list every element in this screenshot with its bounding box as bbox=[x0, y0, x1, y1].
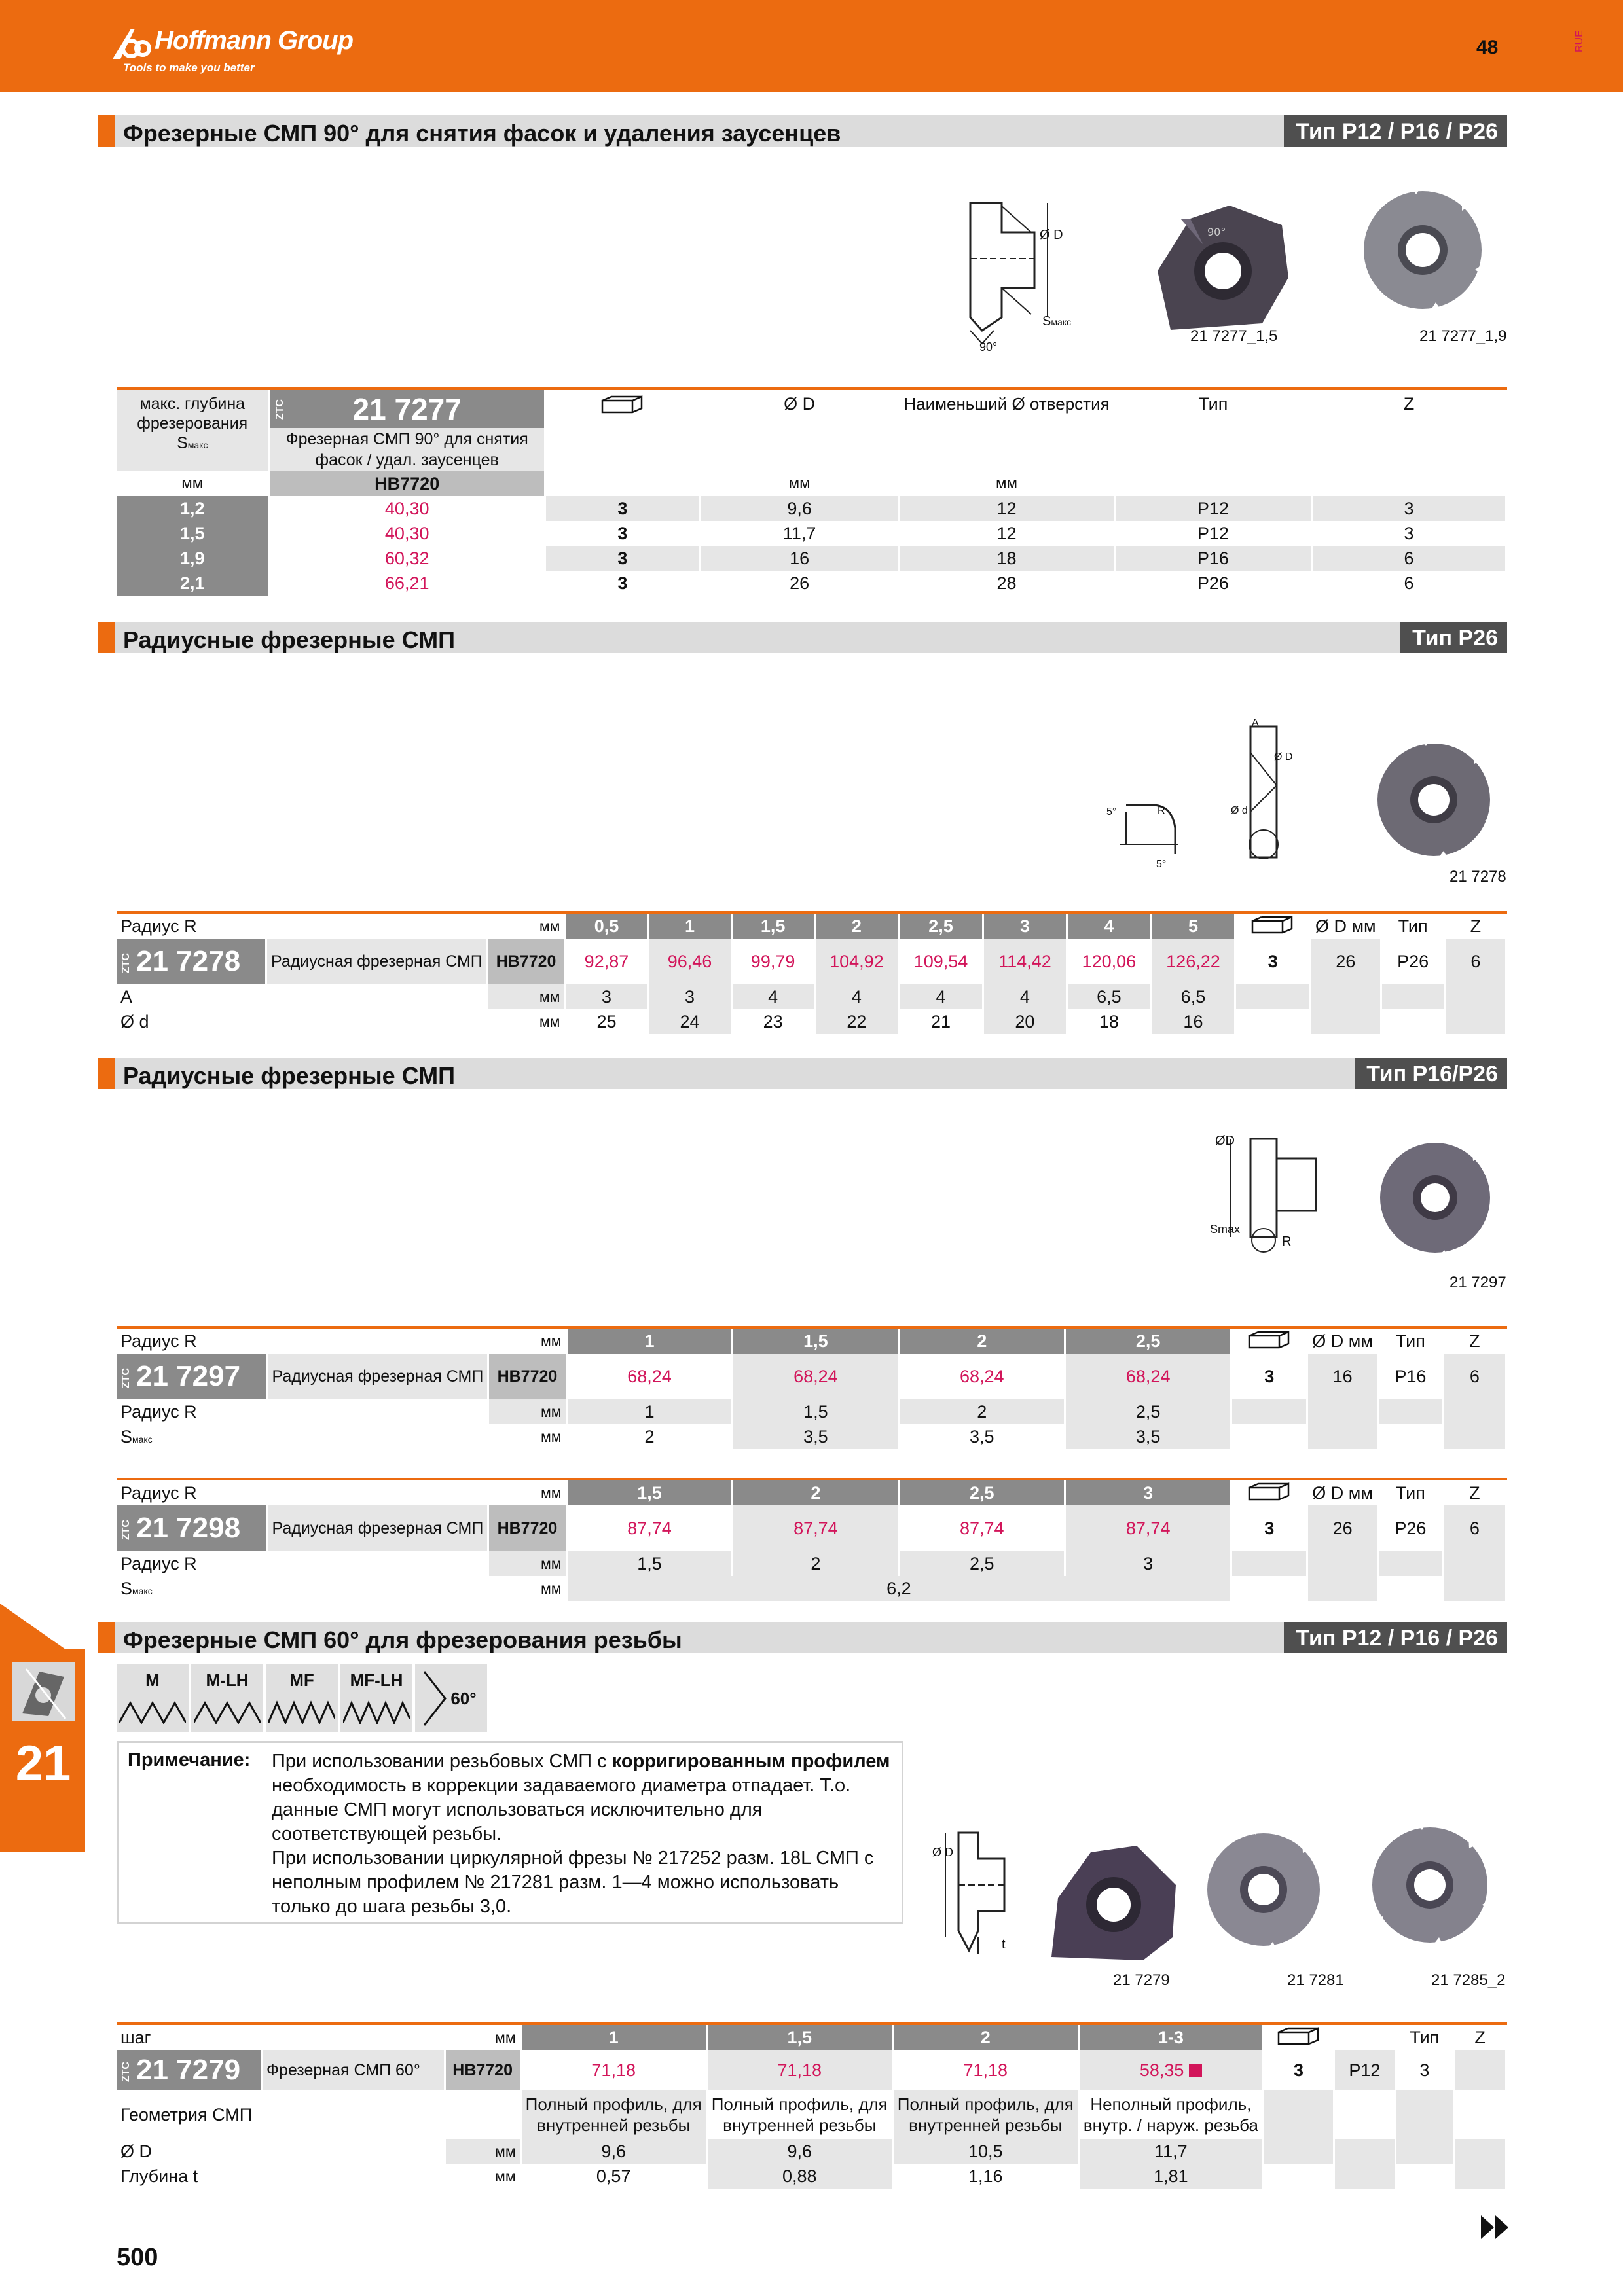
unit-mm: мм bbox=[117, 471, 269, 496]
table-row: Геометрия СМП Полный профиль, для внутренней резьбы Полный профиль, для внутренней резьбы Полный профиль, для внутренней резьбы Неполный профиль, внутр. / наруж. резьба bbox=[117, 2090, 1506, 2139]
note-label: Примечание: bbox=[128, 1749, 251, 1770]
figure-caption: 21 7297 bbox=[1450, 1274, 1506, 1291]
header-smallest-hole: Наименьший Ø отверстия bbox=[899, 389, 1114, 471]
brand-name: Hoffmann Group bbox=[155, 26, 354, 55]
figure-caption: 21 7278 bbox=[1450, 868, 1506, 886]
section-type-badge: Тип P12 / P16 / P26 bbox=[1284, 1622, 1507, 1653]
section-type-badge: Тип P12 / P16 / P26 bbox=[1284, 115, 1507, 147]
figure-caption: 21 7277_1,5 bbox=[1190, 327, 1278, 345]
radius-profile-drawing bbox=[1100, 713, 1231, 877]
article-number: ZTC 21 7277 bbox=[269, 389, 545, 428]
hoffmann-logo-icon bbox=[111, 26, 151, 63]
table-row: Радиус R мм 1 1,5 2 2,5 bbox=[117, 1399, 1506, 1424]
table-row: 1,9 60,32 3 16 18 P16 6 bbox=[117, 546, 1506, 571]
brand-logo[interactable] bbox=[111, 22, 399, 81]
dim-label-smax: Smax bbox=[1210, 1223, 1241, 1236]
svg-text:90°: 90° bbox=[1207, 226, 1226, 238]
dim-label-r: R bbox=[1158, 805, 1165, 816]
package-icon-cell bbox=[1263, 2024, 1334, 2050]
section-title: Фрезерные СМП 90° для снятия фасок и удаления заусенцев bbox=[123, 120, 841, 147]
radius-insert-image bbox=[1355, 728, 1512, 872]
table-row: Sмакс мм 2 3,5 3,5 3,5 bbox=[117, 1424, 1506, 1449]
grade-hb7720: HB7720 bbox=[488, 1505, 566, 1551]
grade-hb7720: HB7720 bbox=[269, 471, 545, 496]
dim-label-a: A bbox=[1252, 717, 1259, 728]
price-marker bbox=[1189, 2064, 1202, 2077]
next-page-icon[interactable] bbox=[1481, 2215, 1510, 2239]
table-217279: шаг мм 1 1,5 2 1-3 Тип Z ZTC 21 7279 Фрезерная СМП 60° HB7720 71,18 71,18 71,18 58,35 3 P12 3 Геометрия СМП Полный профиль, для внутренней резьбы Полный профиль, для внутренней резьбы Полный профиль, для внутренней резьбы Неполный профиль, внутр. / наруж. резьба Ø D мм 9,6 9,6 10,5 11,7 Глубина t мм 0,57 0,88 1,16 1,81 bbox=[117, 2022, 1507, 2189]
table-row: Глубина t мм 0,57 0,88 1,16 1,81 bbox=[117, 2164, 1506, 2189]
section-bar-thread bbox=[98, 1622, 1507, 1653]
radius-p16-insert-image bbox=[1357, 1126, 1514, 1270]
section-bar-chamfer bbox=[98, 115, 1507, 147]
header-z: Z bbox=[1312, 389, 1506, 471]
table-row: A мм 3 3 4 4 4 4 6,5 6,5 bbox=[117, 984, 1506, 1009]
dim-label-d: Ø D bbox=[1274, 751, 1293, 762]
thread-insert-drawing bbox=[932, 1820, 1030, 1964]
grade-hb7720: HB7720 bbox=[487, 939, 565, 984]
header-radius: Радиус R bbox=[117, 912, 487, 939]
table-217277 bbox=[117, 387, 1507, 596]
thread-symbol-m: M bbox=[117, 1664, 189, 1732]
figure-caption: 21 7277_1,9 bbox=[1419, 327, 1507, 345]
header-z: Z bbox=[1445, 912, 1506, 939]
thread-symbol-mf-lh: MF-LH bbox=[340, 1664, 412, 1732]
header-radius: Радиус R bbox=[117, 1479, 488, 1505]
header-pitch: шаг bbox=[117, 2024, 445, 2050]
header-type: Тип bbox=[1381, 912, 1445, 939]
dim-label-dd: Ø d bbox=[1231, 805, 1248, 816]
section-accent bbox=[98, 115, 115, 147]
figure-caption: 21 7281 bbox=[1287, 1971, 1344, 1989]
radius-insert-side-drawing bbox=[1231, 713, 1309, 877]
dim-label-t: t bbox=[1002, 1937, 1006, 1952]
article-description: Фрезерная СМП 90° для снятия фасок / удал. заусенцев bbox=[269, 428, 545, 471]
unit-mm: мм bbox=[899, 471, 1114, 496]
package-icon-cell bbox=[1231, 1479, 1307, 1505]
section-title: Радиусные фрезерные СМП bbox=[123, 626, 456, 653]
thread-insert-3-teeth-image bbox=[1038, 1833, 1182, 1964]
header-z: Z bbox=[1443, 1479, 1506, 1505]
figure-caption: 21 7279 bbox=[1113, 1971, 1170, 1989]
header-type: Тип bbox=[1395, 2024, 1454, 2050]
table-row: 2,1 66,21 3 26 28 P26 6 bbox=[117, 571, 1506, 596]
page-number: 500 bbox=[117, 2244, 158, 2271]
thread-insert-6-teeth-image-a bbox=[1185, 1814, 1342, 1965]
header-d: Ø D мм bbox=[1307, 1327, 1378, 1354]
header-type: Тип bbox=[1377, 1327, 1443, 1354]
section-bar-radius-p26 bbox=[98, 622, 1507, 653]
insert-6-teeth-image bbox=[1341, 171, 1504, 329]
figure-caption: 21 7285_2 bbox=[1431, 1971, 1506, 1989]
section-bar-radius-p16-p26 bbox=[98, 1058, 1507, 1089]
language-code: RUE bbox=[1574, 30, 1585, 52]
chapter-side-tab[interactable] bbox=[0, 1604, 85, 1852]
article-number: ZTC 21 7297 bbox=[117, 1354, 267, 1399]
dim-label-r: R bbox=[1282, 1234, 1292, 1249]
header-max-depth: макс. глубина фрезерования Sмакс bbox=[117, 389, 269, 471]
chamfer-insert-drawing bbox=[956, 196, 1087, 360]
section-accent bbox=[98, 622, 115, 653]
thread-insert-6-teeth-image-b bbox=[1351, 1808, 1508, 1965]
section-type-badge: Тип P26 bbox=[1400, 622, 1507, 653]
unit-mm: мм bbox=[445, 2024, 520, 2050]
dim-label-d: ØD bbox=[1215, 1134, 1235, 1148]
dim-label-s: Sмакс bbox=[1042, 314, 1072, 329]
package-icon bbox=[1250, 914, 1296, 934]
side-tab-number: 21 bbox=[15, 1736, 71, 1791]
table-row: Ø d мм 25 24 23 22 21 20 18 16 bbox=[117, 1009, 1506, 1034]
unit-mm: мм bbox=[700, 471, 898, 496]
header-type: Тип bbox=[1114, 389, 1311, 471]
header-d: Ø D мм bbox=[1307, 1479, 1378, 1505]
header-z: Z bbox=[1454, 2024, 1506, 2050]
chapter-number: 48 bbox=[1476, 37, 1499, 58]
thread-symbol-m-lh: M-LH bbox=[191, 1664, 263, 1732]
header-d: Ø D мм bbox=[1310, 912, 1381, 939]
thread-symbol-60deg: 60° bbox=[415, 1664, 487, 1732]
section-title: Фрезерные СМП 60° для фрезерования резьбы bbox=[123, 1626, 682, 1653]
dim-label-d: Ø D bbox=[1040, 228, 1063, 242]
unit-mm: мм bbox=[487, 912, 565, 939]
article-description: Радиусная фрезерная СМП bbox=[267, 1505, 488, 1551]
table-217298: Радиус R мм 1,5 2 2,5 3 Ø D мм Тип Z ZTC 21 7298 Радиусная фрезерная СМП HB7720 87,74 87,74 87,74 87,74 3 26 P26 6 Радиус R мм 1,5 2 2,5 3 Sмакс мм 6,2 bbox=[117, 1478, 1507, 1601]
note-box bbox=[117, 1741, 903, 1924]
section-title: Радиусные фрезерные СМП bbox=[123, 1062, 456, 1089]
table-row: 1,5 40,30 3 11,7 12 P12 3 bbox=[117, 521, 1506, 546]
article-description: Радиусная фрезерная СМП bbox=[266, 939, 487, 984]
article-description: Радиусная фрезерная СМП bbox=[267, 1354, 488, 1399]
grade-hb7720: HB7720 bbox=[445, 2050, 520, 2090]
package-icon-cell bbox=[1235, 912, 1311, 939]
table-row: Ø D мм 9,6 9,6 10,5 11,7 bbox=[117, 2139, 1506, 2164]
article-description: Фрезерная СМП 60° bbox=[262, 2050, 445, 2090]
header-diameter: Ø D bbox=[700, 389, 898, 471]
table-217297: Радиус R мм 1 1,5 2 2,5 Ø D мм Тип Z ZTC 21 7297 Радиусная фрезерная СМП HB7720 68,24 68,24 68,24 68,24 3 16 P16 6 Радиус R мм 1 1,5 2 2,5 Sмакс мм 2 3,5 3,5 3,5 bbox=[117, 1326, 1507, 1449]
unit-mm: мм bbox=[488, 1479, 566, 1505]
package-icon bbox=[600, 394, 646, 414]
table-row: Радиус R мм 1,5 2 2,5 3 bbox=[117, 1551, 1506, 1576]
thread-symbol-mf: MF bbox=[266, 1664, 338, 1732]
section-accent bbox=[98, 1058, 115, 1089]
table-row: Sмакс мм 6,2 bbox=[117, 1576, 1506, 1601]
article-number: ZTC 21 7298 bbox=[117, 1505, 267, 1551]
dim-label-angle: 90° bbox=[979, 340, 998, 353]
header-z: Z bbox=[1443, 1327, 1506, 1354]
package-icon bbox=[1247, 1329, 1292, 1349]
note-text: При использовании резьбовых СМП с корригированным профилем необходимость в коррекции задаваемого диаметра отпадает. Т.о. данные СМП могут использоваться исключительно для соответствующей резьбы. При использовании циркулярной фрезы № 217252 разм. 18L СМП с неполным профилем № 217281 разм. 1—4 можно использовать только до шага резьбы 3,0. bbox=[272, 1751, 890, 1917]
unit-mm: мм bbox=[488, 1327, 566, 1354]
header-package bbox=[545, 389, 700, 496]
header-radius: Радиус R bbox=[117, 1327, 488, 1354]
brand-tagline: Tools to make you better bbox=[123, 62, 255, 74]
section-accent bbox=[98, 1622, 115, 1653]
header-type: Тип bbox=[1377, 1479, 1443, 1505]
table-row: 1,2 40,30 3 9,6 12 P12 3 bbox=[117, 496, 1506, 521]
article-number: ZTC 21 7278 bbox=[117, 939, 266, 984]
package-icon-cell bbox=[1231, 1327, 1307, 1354]
article-number: ZTC 21 7279 bbox=[117, 2050, 262, 2090]
dim-label-d: Ø D bbox=[932, 1846, 954, 1859]
section-type-badge: Тип P16/P26 bbox=[1355, 1058, 1507, 1089]
insert-3-teeth-image bbox=[1151, 199, 1295, 336]
table-217278: Радиус R мм 0,5 1 1,5 2 2,5 3 4 5 Ø D мм Тип Z ZTC 21 7278 Радиусная фрезерная СМП HB7720 92,87 96,46 99,79 104,92 109,54 114,42 120,06 126,22 3 26 P26 6 A мм 3 3 4 4 4 4 6,5 6,5 Ø d мм 25 24 23 22 21 20 18 16 bbox=[117, 911, 1507, 1034]
dim-label-5deg: 5° bbox=[1156, 859, 1167, 870]
package-icon bbox=[1276, 2026, 1322, 2045]
dim-label-5deg: 5° bbox=[1106, 806, 1117, 817]
grade-hb7720: HB7720 bbox=[488, 1354, 566, 1399]
package-icon bbox=[1247, 1481, 1292, 1501]
